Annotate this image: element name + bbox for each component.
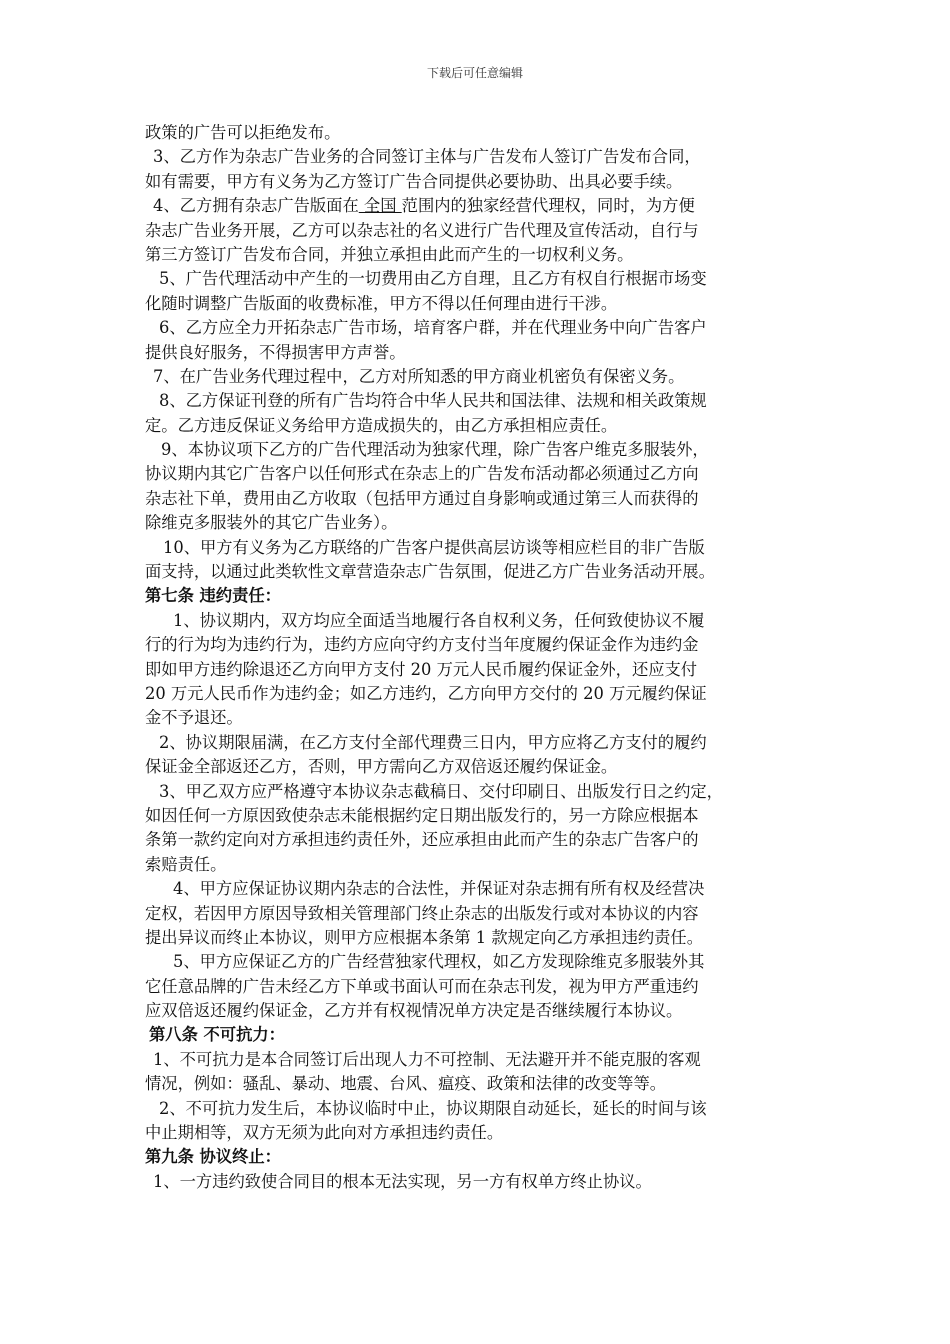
text-line	[145, 341, 813, 365]
text-line	[145, 389, 813, 413]
section-heading	[145, 584, 813, 608]
line-text: 6、乙方应全力开拓杂志广告市场，培育客户群，并在代理业务中向广告客户	[159, 318, 707, 338]
text-line	[145, 536, 813, 560]
text-line	[145, 145, 813, 169]
line-text: 8、乙方保证刊登的所有广告均符合中华人民共和国法律、法规和相关政策规	[159, 391, 707, 411]
text-line	[145, 462, 813, 486]
text-line	[145, 877, 813, 901]
text-line	[145, 975, 813, 999]
line-text: 应双倍返还履约保证金，乙方并有权视情况单方决定是否继续履行本协议。	[145, 1001, 683, 1021]
text-line	[145, 487, 813, 511]
line-text: 中止期相等，双方无须为此向对方承担违约责任。	[145, 1123, 504, 1143]
text-line	[145, 292, 813, 316]
line-text: 1、协议期内，双方均应全面适当地履行各自权利义务，任何致使协议不履	[173, 610, 705, 630]
line-text: 保证金全部返还乙方，否则，甲方需向乙方双倍返还履约保证金。	[145, 757, 618, 777]
line-text: 第七条 违约责任：	[145, 586, 281, 606]
line-text: 3、甲乙双方应严格遵守本协议杂志截稿日、交付印刷日、出版发行日之约定，	[159, 781, 723, 801]
text-line	[145, 731, 813, 755]
line-text: 20 万元人民币作为违约金；如乙方违约，乙方向甲方交付的 20 万元履约保证	[145, 683, 707, 703]
text-line	[145, 511, 813, 535]
text-line	[145, 414, 813, 438]
line-text: 即如甲方违约除退还乙方向甲方支付 20 万元人民币履约保证金外，还应支付	[145, 659, 698, 679]
line-text: 4、乙方拥有杂志广告版面在	[153, 196, 359, 216]
line-text: 提出异议而终止本协议，则甲方应根据本条第 1 款规定向乙方承担违约责任。	[145, 927, 703, 947]
section-heading	[145, 1145, 813, 1169]
line-text: 第三方签订广告发布合同，并独立承担由此而产生的一切权利义务。	[145, 244, 634, 264]
line-text: 第八条 不可抗力：	[149, 1025, 285, 1045]
page-header: 下载后可任意编辑	[426, 66, 523, 80]
line-text: 行的行为均为违约行为，违约方应向守约方支付当年度履约保证金作为违约金	[145, 635, 699, 655]
text-line	[145, 1072, 813, 1096]
text-line	[145, 804, 813, 828]
section-heading	[145, 1023, 813, 1047]
line-text: 情况，例如：骚乱、暴动、地震、台风、瘟疫、政策和法律的改变等等。	[145, 1074, 667, 1094]
line-text: 第九条 协议终止：	[145, 1147, 281, 1167]
text-line	[145, 365, 813, 389]
text-line	[145, 438, 813, 462]
text-line	[145, 194, 813, 218]
line-text: 定权，若因甲方原因导致相关管理部门终止杂志的出版发行或对本协议的内容	[145, 903, 699, 923]
text-line	[145, 609, 813, 633]
text-line	[145, 926, 813, 950]
line-text: 杂志社下单，费用由乙方收取（包括甲方通过自身影响或通过第三人而获得的	[145, 488, 699, 508]
line-text: 2、协议期限届满，在乙方支付全部代理费三日内，甲方应将乙方支付的履约	[159, 732, 707, 752]
line-text: 面支持，以通过此类软性文章营造杂志广告氛围，促进乙方广告业务活动开展。	[145, 562, 715, 582]
document-body	[145, 121, 813, 1194]
text-line	[145, 658, 813, 682]
line-text: 3、乙方作为杂志广告业务的合同签订主体与广告发布人签订广告发布合同，	[153, 147, 701, 167]
line-text: 5、广告代理活动中产生的一切费用由乙方自理，且乙方有权自行根据市场变	[159, 269, 707, 289]
text-line	[145, 1170, 813, 1194]
text-line	[145, 243, 813, 267]
line-text: 杂志广告业务开展，乙方可以杂志社的名义进行广告代理及宣传活动，自行与	[145, 220, 699, 240]
text-line	[145, 902, 813, 926]
line-text: 提供良好服务，不得损害甲方声誉。	[145, 342, 406, 362]
line-text: 10、甲方有义务为乙方联络的广告客户提供高层访谈等相应栏目的非广告版	[163, 537, 705, 557]
line-text: 9、本协议项下乙方的广告代理活动为独家代理，除广告客户维克多服装外，	[161, 440, 709, 460]
text-line	[145, 755, 813, 779]
text-line	[145, 219, 813, 243]
underlined-field: 全国	[358, 196, 402, 216]
line-text: 它任意品牌的广告未经乙方下单或书面认可而在杂志刊发，视为甲方严重违约	[145, 976, 699, 996]
line-text: 政策的广告可以拒绝发布。	[145, 123, 341, 142]
line-text: 2、不可抗力发生后，本协议临时中止，协议期限自动延长，延长的时间与该	[159, 1098, 707, 1118]
text-line	[145, 828, 813, 852]
text-line	[145, 853, 813, 877]
text-line	[145, 633, 813, 657]
text-line	[145, 170, 813, 194]
text-line	[145, 560, 813, 584]
text-line	[145, 950, 813, 974]
line-text-continued: 范围内的独家经营代理权，同时，为方便	[401, 196, 695, 216]
text-line	[145, 121, 813, 145]
line-text: 定。乙方违反保证义务给甲方造成损失的，由乙方承担相应责任。	[145, 415, 618, 435]
text-line	[145, 999, 813, 1023]
line-text: 1、一方违约致使合同目的根本无法实现，另一方有权单方终止协议。	[153, 1171, 652, 1191]
text-line	[145, 1048, 813, 1072]
line-text: 索赔责任。	[145, 854, 227, 874]
line-text: 化随时调整广告版面的收费标准，甲方不得以任何理由进行干涉。	[145, 293, 618, 313]
text-line	[145, 1121, 813, 1145]
text-line	[145, 267, 813, 291]
line-text: 金不予退还。	[145, 708, 243, 728]
line-text: 1、不可抗力是本合同签订后出现人力不可控制、无法避开并不能克服的客观	[153, 1049, 701, 1069]
text-line	[145, 1097, 813, 1121]
text-line	[145, 706, 813, 730]
line-text: 如有需要，甲方有义务为乙方签订广告合同提供必要协助、出具必要手续。	[145, 171, 683, 191]
line-text: 协议期内其它广告客户以任何形式在杂志上的广告发布活动都必须通过乙方向	[145, 464, 699, 484]
line-text: 除维克多服装外的其它广告业务）。	[145, 513, 398, 533]
line-text: 条第一款约定向对方承担违约责任外，还应承担由此而产生的杂志广告客户的	[145, 830, 699, 850]
text-line	[145, 780, 813, 804]
line-text: 5、甲方应保证乙方的广告经营独家代理权，如乙方发现除维克多服装外其	[173, 952, 705, 972]
text-line	[145, 316, 813, 340]
line-text: 如因任何一方原因致使杂志未能根据约定日期出版发行的，另一方除应根据本	[145, 805, 699, 825]
line-text: 4、甲方应保证协议期内杂志的合法性，并保证对杂志拥有所有权及经营决	[173, 879, 705, 899]
line-text: 7、在广告业务代理过程中，乙方对所知悉的甲方商业机密负有保密义务。	[153, 366, 685, 386]
text-line	[145, 682, 813, 706]
